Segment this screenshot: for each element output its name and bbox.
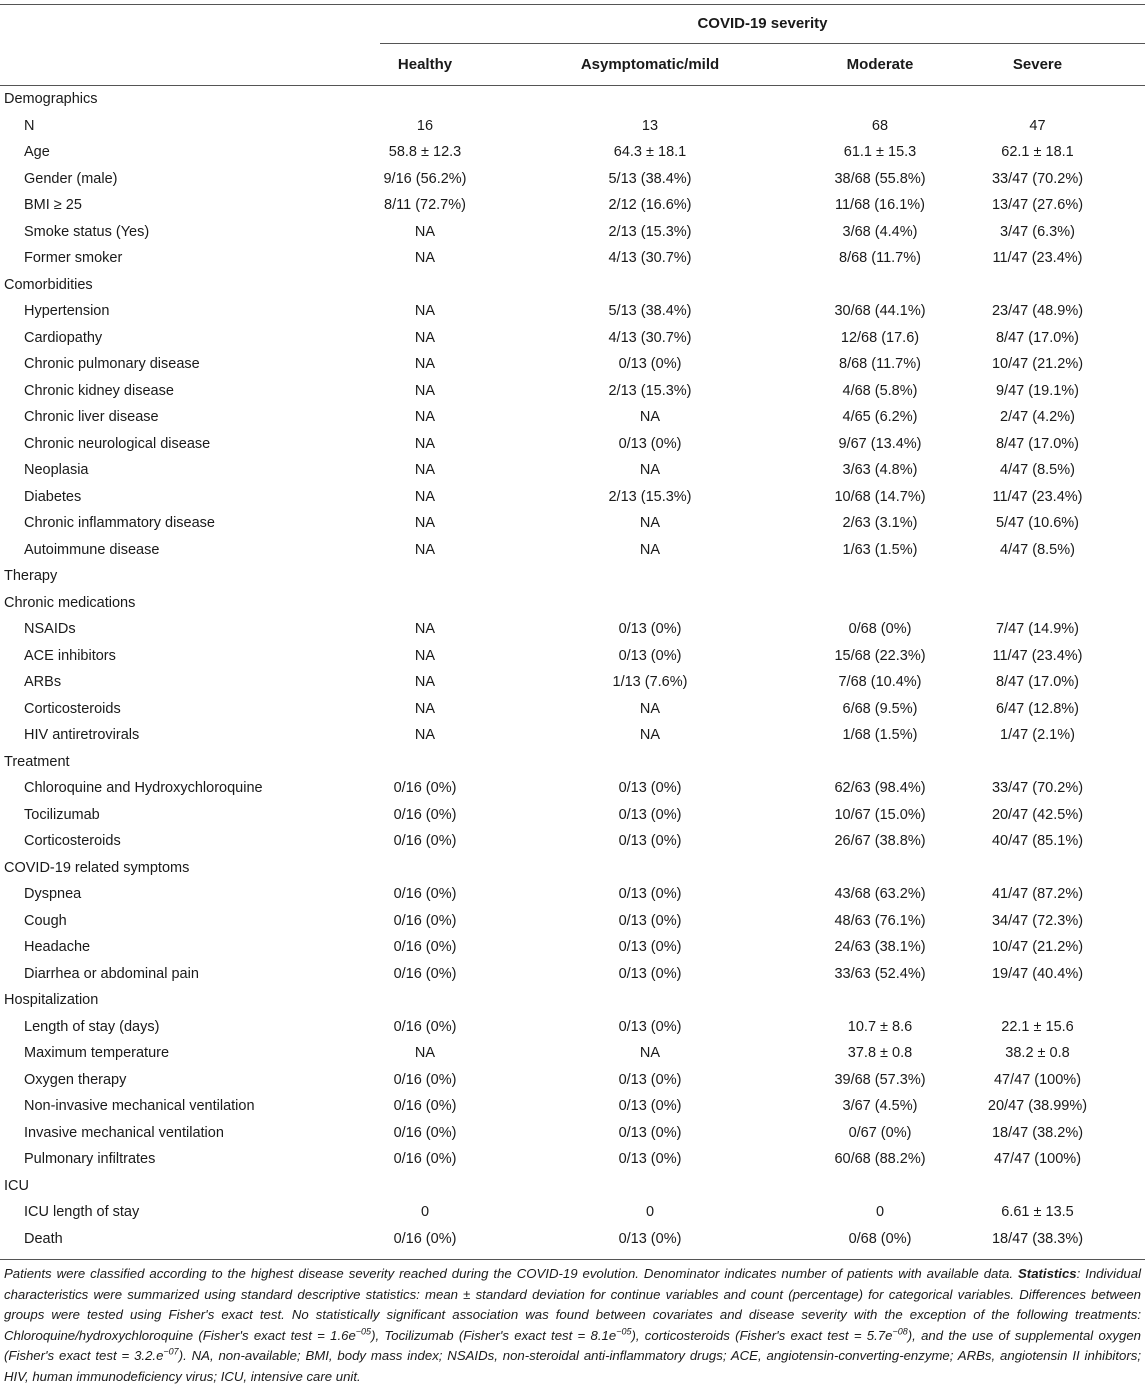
- empty-cell: [830, 272, 930, 299]
- row-label: Chronic liver disease: [24, 409, 159, 426]
- empty-cell: [470, 1173, 830, 1200]
- empty-cell: [830, 987, 930, 1014]
- table-cell: NA: [414, 250, 436, 267]
- table-cell: 4/13 (30.7%): [608, 250, 692, 267]
- empty-cell: [380, 563, 470, 590]
- table-cell: 9/16 (56.2%): [383, 170, 467, 187]
- table-cell: NA: [414, 409, 436, 426]
- empty-cell: [830, 563, 930, 590]
- section-row: [0, 272, 1145, 299]
- table-footnote: [0, 1260, 1145, 1387]
- row-label: Age: [24, 144, 50, 161]
- table-cell: 1/47 (2.1%): [1000, 727, 1075, 744]
- row-label: Chronic inflammatory disease: [24, 515, 215, 532]
- table-cell: 0/16 (0%): [393, 939, 457, 956]
- table-cell: 64.3 ± 18.1: [613, 144, 687, 161]
- footnote-text-5: ), and the use of supplemental oxygen (Fisher's exact test = 3.2.e: [4, 1327, 1142, 1363]
- table-cell: 2/13 (15.3%): [608, 382, 692, 399]
- table-cell: 11/47 (23.4%): [992, 647, 1083, 664]
- footnote-text-6: ). NA, non-available; BMI, body mass index; NSAIDs, non-steroidal anti-inflammatory drugs; ACE, angiotensin-converting-enzyme; ARBs, angiotensin II inhibitors; HIV, human immunodeficiency virus; ICU, intensive care unit.: [4, 1348, 1142, 1384]
- row-label: Smoke status (Yes): [24, 223, 150, 240]
- footnote-exp-4: −07: [163, 1346, 179, 1357]
- row-label: Non-invasive mechanical ventilation: [24, 1098, 255, 1115]
- table-cell: 0/13 (0%): [618, 621, 682, 638]
- empty-cell: [380, 86, 470, 113]
- empty-cell: [930, 272, 1145, 299]
- table-cell: 47/47 (100%): [993, 1071, 1082, 1088]
- empty-cell: [930, 86, 1145, 113]
- table-row: [0, 1067, 1145, 1094]
- row-label: Death: [24, 1230, 63, 1247]
- table-cell: 9/67 (13.4%): [838, 435, 922, 452]
- table-cell: NA: [639, 409, 661, 426]
- table-cell: NA: [414, 223, 436, 240]
- table-cell: 6.61 ± 13.5: [1001, 1204, 1074, 1221]
- table-row: [0, 298, 1145, 325]
- table-cell: 0: [420, 1204, 430, 1221]
- table-cell: 0/16 (0%): [393, 965, 457, 982]
- row-label: HIV antiretrovirals: [24, 727, 140, 744]
- table-cell: 47/47 (100%): [993, 1151, 1082, 1168]
- table-cell: 48/63 (76.1%): [834, 912, 926, 929]
- table-cell: 30/68 (44.1%): [834, 303, 926, 320]
- table-figure: [0, 4, 1145, 1387]
- table-cell: NA: [414, 647, 436, 664]
- empty-cell: [830, 1173, 930, 1200]
- table-cell: 0/68 (0%): [848, 1230, 912, 1247]
- table-row: [0, 139, 1145, 166]
- table-row: [0, 484, 1145, 511]
- table-cell: 39/68 (57.3%): [834, 1071, 926, 1088]
- table-cell: NA: [414, 462, 436, 479]
- row-label: Chronic neurological disease: [24, 435, 211, 452]
- empty-cell: [930, 855, 1145, 882]
- row-label: Chloroquine and Hydroxychloroquine: [24, 780, 263, 797]
- empty-cell: [470, 86, 830, 113]
- table-cell: 9/47 (19.1%): [995, 382, 1080, 399]
- table-cell: 0/67 (0%): [848, 1124, 912, 1141]
- table-cell: 7/68 (10.4%): [838, 674, 922, 691]
- table-row: [0, 828, 1145, 855]
- row-label: Corticosteroids: [24, 700, 121, 717]
- table-cell: 0/13 (0%): [618, 886, 682, 903]
- row-label: Tocilizumab: [24, 806, 100, 823]
- table-cell: 2/13 (15.3%): [608, 223, 692, 240]
- table-row: [0, 1014, 1145, 1041]
- table-cell: 18/47 (38.3%): [991, 1230, 1084, 1247]
- empty-cell: [830, 749, 930, 776]
- table-cell: 0/13 (0%): [618, 912, 682, 929]
- table-cell: 41/47 (87.2%): [991, 886, 1084, 903]
- section-label: Comorbidities: [4, 276, 93, 293]
- table-cell: NA: [414, 541, 436, 558]
- table-cell: 33/47 (70.2%): [991, 170, 1084, 187]
- table-row: [0, 881, 1145, 908]
- table-cell: 0/13 (0%): [618, 1124, 682, 1141]
- table-cell: 20/47 (38.99%): [987, 1098, 1088, 1115]
- row-label: Maximum temperature: [24, 1045, 170, 1062]
- empty-cell: [380, 590, 470, 617]
- table-cell: 3/63 (4.8%): [842, 462, 918, 479]
- empty-cell: [830, 86, 930, 113]
- footnote-exp-2: −05: [616, 1326, 632, 1337]
- table-cell: NA: [639, 541, 661, 558]
- table-cell: 8/47 (17.0%): [995, 329, 1080, 346]
- table-row: [0, 457, 1145, 484]
- table-cell: NA: [414, 674, 436, 691]
- table-cell: 8/11 (72.7%): [384, 197, 466, 214]
- table-cell: 16: [416, 117, 434, 134]
- table-cell: 0/13 (0%): [618, 647, 682, 664]
- table-cell: 47: [1029, 117, 1046, 134]
- table-cell: 5/13 (38.4%): [608, 303, 692, 320]
- table-cell: NA: [414, 435, 436, 452]
- table-cell: 22.1 ± 15.6: [1001, 1018, 1074, 1035]
- row-label: NSAIDs: [24, 621, 76, 638]
- footnote-exp-3: −08: [892, 1326, 908, 1337]
- table-cell: 3/67 (4.5%): [842, 1098, 918, 1115]
- table-row: [0, 908, 1145, 935]
- table-cell: 11/68 (16.1%): [834, 197, 925, 214]
- table-row: [0, 378, 1145, 405]
- column-header-empty: [0, 43, 380, 86]
- table-cell: 0/13 (0%): [618, 1018, 682, 1035]
- table-cell: 0/13 (0%): [618, 965, 682, 982]
- table-cell: 61.1 ± 15.3: [843, 144, 917, 161]
- table-cell: 13: [641, 117, 659, 134]
- table-cell: 0/13 (0%): [618, 435, 682, 452]
- section-label: COVID-19 related symptoms: [4, 859, 190, 876]
- table-cell: 10/68 (14.7%): [834, 488, 926, 505]
- table-cell: 62/63 (98.4%): [834, 780, 926, 797]
- table-cell: 0/16 (0%): [393, 1098, 457, 1115]
- footnote-statistics-label: Statistics: [1018, 1266, 1077, 1281]
- table-cell: 12/68 (17.6): [840, 329, 920, 346]
- table-cell: NA: [414, 621, 436, 638]
- table-cell: NA: [414, 356, 436, 373]
- table-cell: 62.1 ± 18.1: [1001, 144, 1074, 161]
- table-cell: 68: [871, 117, 889, 134]
- table-row: [0, 537, 1145, 564]
- row-label: Length of stay (days): [24, 1018, 160, 1035]
- section-label: Hospitalization: [4, 992, 99, 1009]
- table-cell: 4/13 (30.7%): [608, 329, 692, 346]
- table-cell: 26/67 (38.8%): [834, 833, 926, 850]
- table-cell: 0/13 (0%): [618, 939, 682, 956]
- table-cell: 2/12 (16.6%): [608, 197, 692, 214]
- table-row: [0, 696, 1145, 723]
- table-cell: 0/13 (0%): [618, 1151, 682, 1168]
- footnote-text-1: Patients were classified according to the highest disease severity reached during the COVID-19 evolution. Denominator indicates number of patients with available data.: [4, 1266, 1018, 1281]
- table-row: [0, 802, 1145, 829]
- row-label: Neoplasia: [24, 462, 89, 479]
- table-cell: 24/63 (38.1%): [834, 939, 926, 956]
- table-row: [0, 192, 1145, 219]
- row-label: Corticosteroids: [24, 833, 121, 850]
- footnote-text-4: ), corticosteroids (Fisher's exact test = 5.7e: [631, 1327, 893, 1343]
- table-cell: 10.7 ± 8.6: [847, 1018, 913, 1035]
- table-cell: NA: [639, 700, 661, 717]
- table-cell: 0: [645, 1204, 655, 1221]
- table-row: [0, 166, 1145, 193]
- table-cell: 0: [875, 1204, 885, 1221]
- table-cell: NA: [414, 700, 436, 717]
- table-cell: 0/13 (0%): [618, 356, 682, 373]
- table-cell: 0/68 (0%): [848, 621, 912, 638]
- group-header: COVID-19 severity: [697, 15, 828, 32]
- table-cell: 33/63 (52.4%): [834, 965, 926, 982]
- table-row: [0, 1226, 1145, 1253]
- table-row: [0, 1199, 1145, 1226]
- table-cell: 0/13 (0%): [618, 1071, 682, 1088]
- table-cell: 0/13 (0%): [618, 806, 682, 823]
- table-cell: 15/68 (22.3%): [834, 647, 926, 664]
- table-row: [0, 510, 1145, 537]
- table-cell: 20/47 (42.5%): [991, 806, 1084, 823]
- table-cell: 6/47 (12.8%): [995, 700, 1080, 717]
- row-label: N: [24, 117, 35, 134]
- table-cell: 8/68 (11.7%): [839, 250, 921, 267]
- row-label: Dyspnea: [24, 886, 82, 903]
- table-cell: 3/47 (6.3%): [1000, 223, 1075, 240]
- table-cell: 0/13 (0%): [618, 833, 682, 850]
- table-cell: 13/47 (27.6%): [991, 197, 1084, 214]
- section-row: [0, 987, 1145, 1014]
- table-row: [0, 1093, 1145, 1120]
- empty-cell: [830, 590, 930, 617]
- empty-cell: [930, 987, 1145, 1014]
- table-cell: 11/47 (23.4%): [992, 250, 1083, 267]
- row-label: Gender (male): [24, 170, 118, 187]
- table-row: [0, 351, 1145, 378]
- table-cell: 0/16 (0%): [393, 806, 457, 823]
- table-cell: 38.2 ± 0.8: [1005, 1045, 1070, 1062]
- table-cell: 4/47 (8.5%): [1000, 541, 1075, 558]
- row-label: ACE inhibitors: [24, 647, 116, 664]
- row-label: Pulmonary infiltrates: [24, 1151, 156, 1168]
- row-label: Diarrhea or abdominal pain: [24, 965, 199, 982]
- empty-cell: [380, 1173, 470, 1200]
- table-cell: 0/16 (0%): [393, 912, 457, 929]
- row-label: ARBs: [24, 674, 62, 691]
- section-row: [0, 590, 1145, 617]
- table-cell: NA: [639, 1045, 661, 1062]
- section-row: [0, 855, 1145, 882]
- table-cell: 0/13 (0%): [618, 1230, 682, 1247]
- table-cell: NA: [639, 727, 661, 744]
- section-row: [0, 1173, 1145, 1200]
- table-cell: 2/13 (15.3%): [608, 488, 692, 505]
- empty-cell: [470, 272, 830, 299]
- table-row: [0, 775, 1145, 802]
- row-label: Chronic kidney disease: [24, 382, 174, 399]
- table-row: [0, 1146, 1145, 1173]
- table-cell: 33/47 (70.2%): [991, 780, 1084, 797]
- row-label: Autoimmune disease: [24, 541, 160, 558]
- table-cell: 0/16 (0%): [393, 1230, 457, 1247]
- table-cell: NA: [639, 462, 661, 479]
- table-cell: 5/47 (10.6%): [995, 515, 1080, 532]
- row-label: Oxygen therapy: [24, 1071, 127, 1088]
- table-cell: 3/68 (4.4%): [842, 223, 918, 240]
- empty-cell: [930, 590, 1145, 617]
- column-header-row: [0, 43, 1145, 86]
- row-label: Diabetes: [24, 488, 82, 505]
- row-label: Cardiopathy: [24, 329, 103, 346]
- empty-cell: [380, 749, 470, 776]
- table-cell: 19/47 (40.4%): [991, 965, 1084, 982]
- table-row: [0, 404, 1145, 431]
- table-cell: NA: [414, 329, 436, 346]
- table-cell: 11/47 (23.4%): [992, 488, 1083, 505]
- table-cell: 4/68 (5.8%): [842, 382, 918, 399]
- footnote-text-2: : Individual characteristics were summarized using standard descriptive statistics: mean ± standard deviation for continue variables and count (percentage) for categorical variables. Differences between groups were tested using Fisher's exact test. No statistically significant association was found between covariates and disease severity with the exception of the following treatments: Chloroquine/hydroxychloroquine (Fisher's exact test = 1.6e: [4, 1266, 1141, 1343]
- table-cell: NA: [414, 515, 436, 532]
- table-cell: NA: [414, 727, 436, 744]
- table-cell: 40/47 (85.1%): [991, 833, 1084, 850]
- table-row: [0, 643, 1145, 670]
- row-label: Hypertension: [24, 303, 110, 320]
- table-cell: NA: [414, 382, 436, 399]
- empty-cell: [470, 563, 830, 590]
- table-row: [0, 961, 1145, 988]
- section-label: Therapy: [4, 568, 58, 585]
- table-cell: 8/47 (17.0%): [995, 435, 1080, 452]
- row-label: Headache: [24, 939, 91, 956]
- table-cell: 58.8 ± 12.3: [388, 144, 462, 161]
- table-cell: 2/63 (3.1%): [842, 515, 918, 532]
- footnote-text-3: ), Tocilizumab (Fisher's exact test = 8.1e: [371, 1327, 617, 1343]
- table-cell: 8/68 (11.7%): [839, 356, 921, 373]
- footnote-exp-1: −05: [355, 1326, 372, 1337]
- table-cell: 0/16 (0%): [393, 833, 457, 850]
- empty-cell: [930, 1173, 1145, 1200]
- table-row: [0, 431, 1145, 458]
- table-row: [0, 1120, 1145, 1147]
- table-cell: NA: [414, 488, 436, 505]
- table-row: [0, 934, 1145, 961]
- empty-cell: [380, 855, 470, 882]
- table-cell: 10/67 (15.0%): [834, 806, 926, 823]
- table-row: [0, 245, 1145, 272]
- table-cell: 10/47 (21.2%): [991, 939, 1084, 956]
- row-label: Invasive mechanical ventilation: [24, 1124, 224, 1141]
- table-cell: 38/68 (55.8%): [834, 170, 926, 187]
- table-cell: 0/16 (0%): [393, 1071, 457, 1088]
- table-cell: 7/47 (14.9%): [995, 621, 1080, 638]
- empty-cell: [830, 855, 930, 882]
- empty-cell: [930, 563, 1145, 590]
- section-label: Chronic medications: [4, 594, 136, 611]
- table-cell: 43/68 (63.2%): [834, 886, 926, 903]
- table-row: [0, 669, 1145, 696]
- row-label: Former smoker: [24, 250, 123, 267]
- empty-cell: [380, 272, 470, 299]
- table-cell: 60/68 (88.2%): [834, 1151, 926, 1168]
- column-header-moderate: Moderate: [846, 55, 914, 73]
- table-cell: 0/13 (0%): [618, 780, 682, 797]
- empty-cell: [470, 987, 830, 1014]
- table-row: [0, 325, 1145, 352]
- table-cell: NA: [414, 1045, 436, 1062]
- empty-cell: [930, 749, 1145, 776]
- table-cell: 34/47 (72.3%): [991, 912, 1084, 929]
- table-cell: 5/13 (38.4%): [608, 170, 692, 187]
- table-cell: 23/47 (48.9%): [991, 303, 1084, 320]
- table-cell: 4/65 (6.2%): [842, 409, 918, 426]
- table-row: [0, 219, 1145, 246]
- section-row: [0, 563, 1145, 590]
- table-body: [0, 86, 1145, 1252]
- empty-cell: [470, 855, 830, 882]
- table-row: [0, 722, 1145, 749]
- table-cell: 0/16 (0%): [393, 886, 457, 903]
- table-cell: 18/47 (38.2%): [991, 1124, 1084, 1141]
- data-table: [0, 43, 1145, 1252]
- table-cell: 1/68 (1.5%): [842, 727, 918, 744]
- table-cell: NA: [414, 303, 436, 320]
- table-cell: NA: [639, 515, 661, 532]
- table-cell: 2/47 (4.2%): [1000, 409, 1075, 426]
- table-cell: 0/16 (0%): [393, 1018, 457, 1035]
- group-header-row: [0, 5, 1145, 43]
- column-header-healthy: Healthy: [397, 55, 453, 73]
- table-cell: 0/16 (0%): [393, 1124, 457, 1141]
- empty-cell: [470, 590, 830, 617]
- column-header-asymptomatic: Asymptomatic/mild: [580, 55, 720, 73]
- table-cell: 0/16 (0%): [393, 1151, 457, 1168]
- table-cell: 10/47 (21.2%): [991, 356, 1084, 373]
- table-cell: 8/47 (17.0%): [995, 674, 1080, 691]
- table-cell: 0/13 (0%): [618, 1098, 682, 1115]
- table-row: [0, 616, 1145, 643]
- table-row: [0, 1040, 1145, 1067]
- table-cell: 6/68 (9.5%): [842, 700, 918, 717]
- section-label: ICU: [4, 1177, 29, 1194]
- group-header-rule: [380, 43, 1145, 44]
- table-cell: 37.8 ± 0.8: [847, 1045, 913, 1062]
- empty-cell: [470, 749, 830, 776]
- row-label: Cough: [24, 912, 67, 929]
- row-label: BMI ≥ 25: [24, 197, 82, 214]
- table-cell: 1/63 (1.5%): [842, 541, 918, 558]
- table-cell: 0/16 (0%): [393, 780, 457, 797]
- table-cell: 1/13 (7.6%): [612, 674, 688, 691]
- section-row: [0, 749, 1145, 776]
- table-cell: 4/47 (8.5%): [1000, 462, 1075, 479]
- table-row: [0, 113, 1145, 140]
- column-header-severe: Severe: [1012, 55, 1063, 73]
- row-label: ICU length of stay: [24, 1204, 140, 1221]
- row-label: Chronic pulmonary disease: [24, 356, 200, 373]
- section-label: Treatment: [4, 753, 70, 770]
- section-label: Demographics: [4, 91, 98, 108]
- empty-cell: [380, 987, 470, 1014]
- section-row: [0, 86, 1145, 113]
